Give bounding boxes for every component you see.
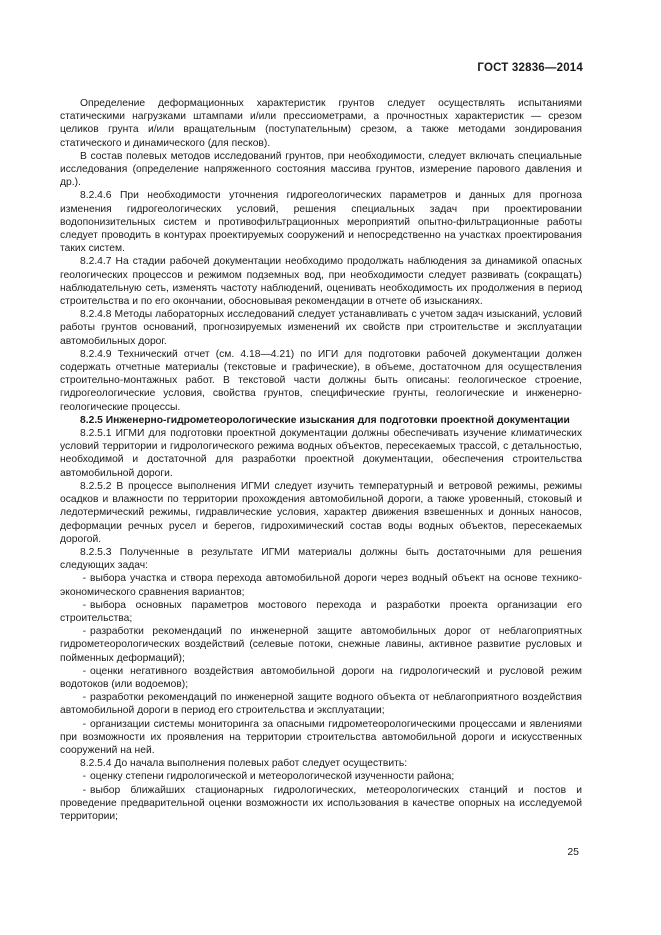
list-dash: - — [82, 599, 86, 611]
list-item-text: разработки рекомендаций по инженерной защите водного объекта от неблагоприятного воздействия автомобильной дороги в период его строительства и эксплуатации; — [60, 692, 582, 717]
list-item-text: разработки рекомендаций по инженерной защите автомобильных дорог от неблагоприятных гидрометеорологических воздействий (селевые потоки, снежные лавины, активное развитие русловых и пойменных деформаций); — [60, 626, 582, 664]
list-item — [60, 718, 582, 758]
paragraph: 8.2.5.3 Полученные в результате ИГМИ материалы должны быть достаточными для решения следующих задач: — [60, 546, 582, 572]
paragraph: 8.2.5.1 ИГМИ для подготовки проектной документации должны обеспечивать изучение климатических условий территории и гидрологического режима водных объектов, пересекаемых трассой, с детальностью, необходимой и достаточной для разработки проектной документации, обеспечения строительства автомобильной дороги. — [60, 428, 582, 479]
list-dash: - — [82, 771, 86, 783]
list-item-text: выбора участка и створа перехода автомобильной дороги через водный объект на основе технико-экономического сравнения вариантов; — [60, 573, 582, 598]
list-item — [60, 572, 582, 598]
paragraph: 8.2.5.2 В процессе выполнения ИГМИ следует изучить температурный и ветровой режимы, режимы осадков и влажности по территории прохождения автомобильной дороги, а также уровенный, стоковый и ледотермический режимы, гидравлические условия, характер движения взвешенных и донных наносов, деформации речных русел и берегов, гидрохимический состав воды водных объектов, пересекаемых дорогой. — [60, 480, 582, 545]
list-item-text: выбор ближайших стационарных гидрологических, метеорологических станций и постов и проведение предварительной оценки возможности их использования в качестве опорных на исследуемой территории; — [60, 784, 582, 822]
list-dash: - — [82, 718, 86, 730]
paragraph: 8.2.4.6 При необходимости уточнения гидрогеологических параметров и данных для прогноза изменения гидрогеологических условий, решения специальных задач при проектировании водопонизительных систем и противофильтрационных мероприятий опытно-фильтрационные работы следует проводить в контурах проектируемых сооружений и непосредственно на участках проектирования таких систем. — [60, 190, 582, 255]
paragraph: В состав полевых методов исследований грунтов, при необходимости, следует включать специальные исследования (определение напряженного состояния массива грунтов, измерение парового давления и др.). — [60, 150, 582, 189]
paragraph: 8.2.5.4 До начала выполнения полевых работ следует осуществить: — [80, 758, 408, 770]
list-item-text: оценку степени гидрологической и метеорологической изученности района; — [90, 771, 455, 783]
list-item-text: организации системы мониторинга за опасными гидрометеорологическими процессами и явлениями при возможности их проявления на территории строительства автомобильной дороги и искусственных сооружений на ней. — [60, 718, 582, 756]
list-item-text: выбора основных параметров мостового перехода и разработки проекта организации его строительства; — [60, 599, 582, 624]
list-item — [60, 770, 582, 783]
list-dash: - — [82, 665, 86, 677]
page-number: 25 — [567, 846, 579, 858]
paragraph: 8.2.4.9 Технический отчет (см. 4.18—4.21) по ИГИ для подготовки рабочей документации должен содержать отчетные материалы (текстовые и графические), в объеме, достаточном для осуществления строительно-монтажных работ. В текстовой части должны быть описаны: геологическое строение, гидрогеологические условия, свойства грунтов, специфические грунты, геологические и инженерно-геологические процессы. — [60, 348, 582, 413]
list-dash: - — [82, 692, 86, 704]
list-item — [60, 691, 582, 717]
paragraph: 8.2.4.8 Методы лабораторных исследований следует устанавливать с учетом задач изысканий, условий работы грунтов оснований, прогнозируемых изменений их свойств при строительстве и эксплуатации автомобильных дорог. — [60, 309, 582, 347]
paragraph: Определение деформационных характеристик грунтов следует осуществлять испытаниями статическими нагрузками штампами и/или прессиометрами, а прочностных характеристик — срезом целиков грунта и/или вращательным (поступательным) срезом, а также методами зондирования статического и динамического (для песков). — [60, 98, 582, 149]
list-dash: - — [82, 784, 86, 796]
list-item — [60, 784, 582, 824]
standard-header: ГОСТ 32836—2014 — [477, 62, 583, 74]
list-item — [60, 625, 582, 665]
list-dash: - — [82, 626, 86, 638]
list-item-text: оценки негативного воздействия автомобильной дороги на гидрологический и русловой режим водотоков (или водоемов); — [60, 665, 582, 690]
list-dash: - — [82, 573, 86, 585]
paragraph: 8.2.4.7 На стадии рабочей документации необходимо продолжать наблюдения за динамикой опасных геологических процессов и режимом подземных вод, при необходимости следует развивать (сокращать) наблюдательную сеть, изменять частоту наблюдений, оценивать необходимость их продолжения в период строительства и по его окончании, обосновывая рекомендации в отчете об изысканиях. — [60, 256, 582, 308]
list-item — [60, 599, 582, 625]
section-heading: 8.2.5 Инженерно-гидрометеорологические изыскания для подготовки проектной документации — [80, 414, 570, 426]
list-item — [60, 665, 582, 691]
document-body — [60, 97, 582, 823]
